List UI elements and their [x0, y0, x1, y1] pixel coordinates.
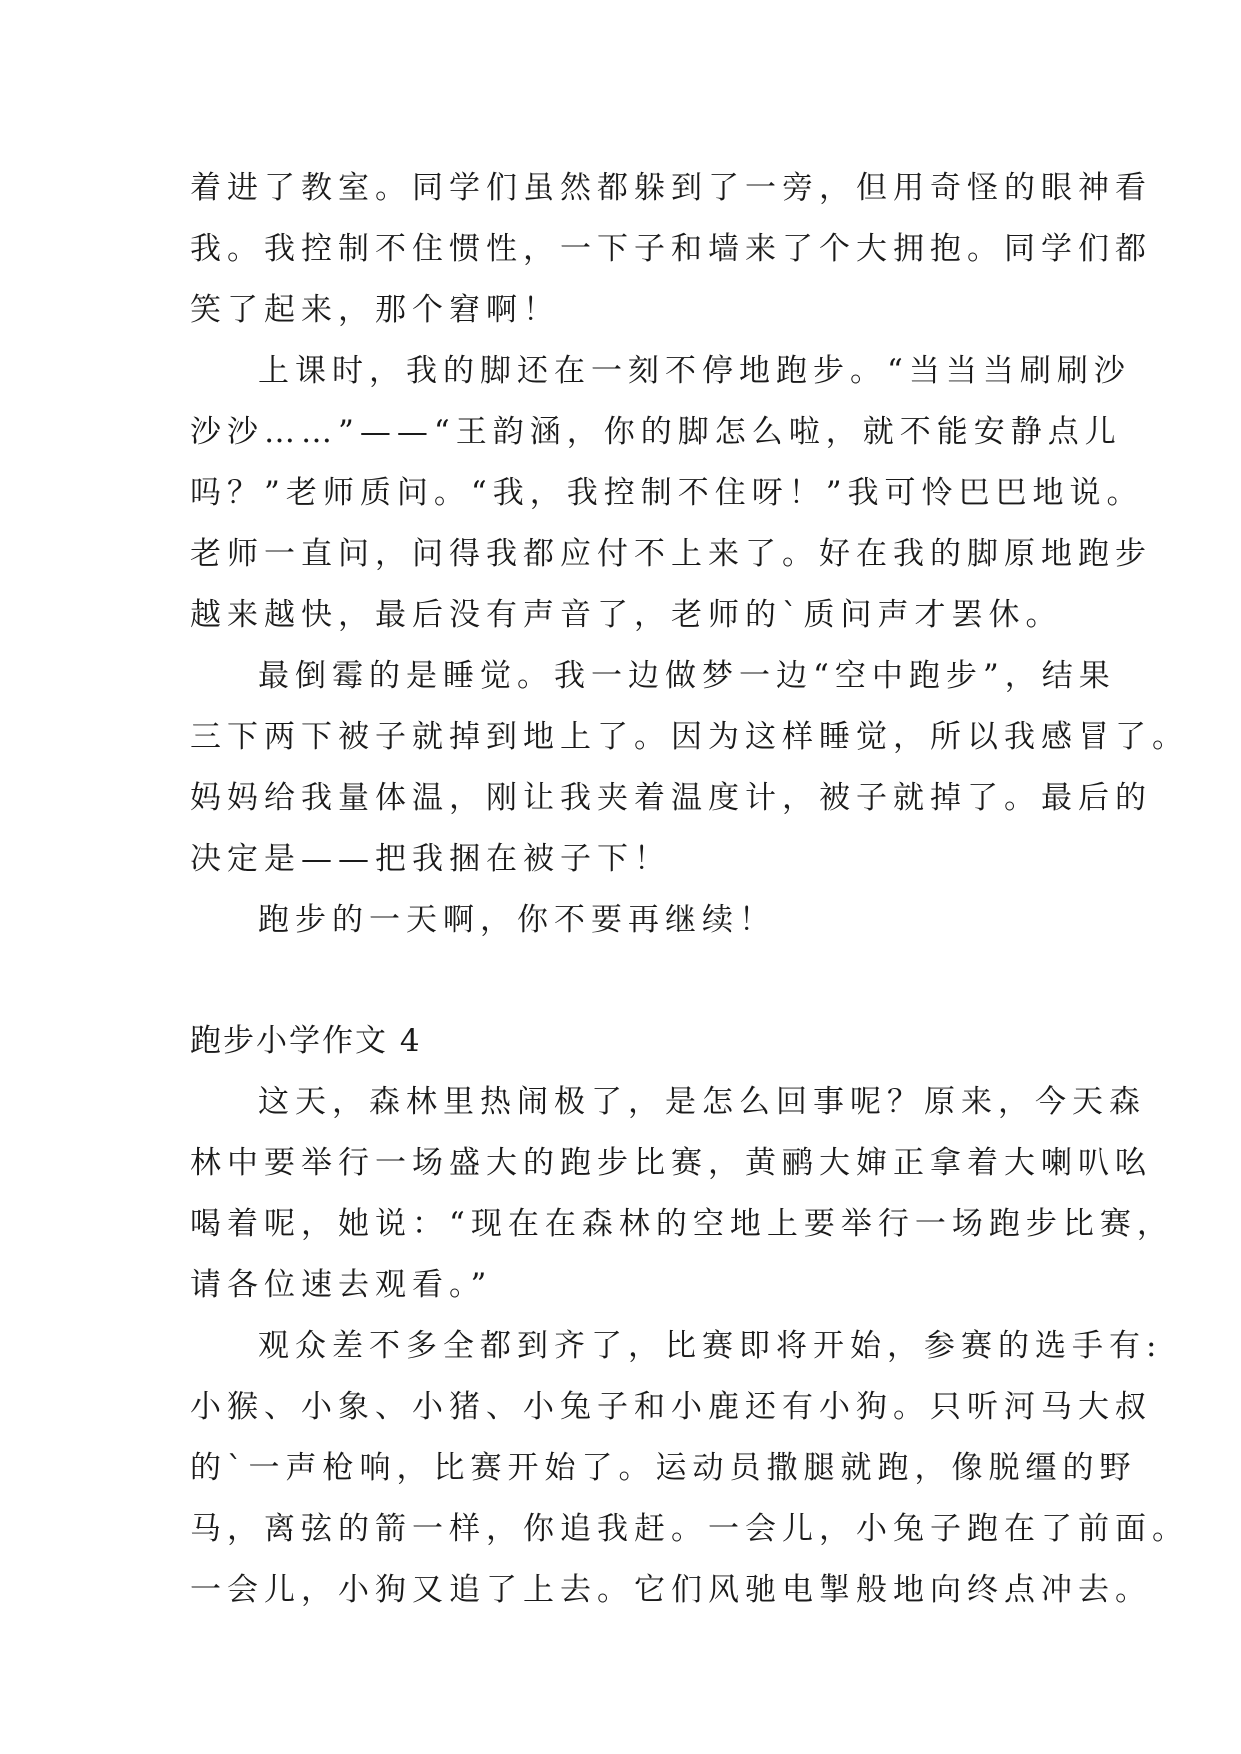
paragraph-line: 这天，森林里热闹极了，是怎么回事呢？原来，今天森	[258, 1084, 1146, 1120]
paragraph-line: 观众差不多全都到齐了，比赛即将开始，参赛的选手有:	[258, 1328, 1163, 1364]
paragraph-line: 三下两下被子就掉到地上了。因为这样睡觉，所以我感冒了。	[190, 719, 1189, 755]
paragraph-line: 的`一声枪响，比赛开始了。运动员撒腿就跑，像脱缰的野	[190, 1450, 1137, 1486]
paragraph-line: 老师一直问，问得我都应付不上来了。好在我的脚原地跑步	[190, 536, 1152, 572]
paragraph-line: 喝着呢，她说：“现在在森林的空地上要举行一场跑步比赛，	[190, 1206, 1174, 1242]
paragraph-line: 我。我控制不住惯性，一下子和墙来了个大拥抱。同学们都	[190, 231, 1152, 267]
paragraph-line: 小猴、小象、小猪、小兔子和小鹿还有小狗。只听河马大叔	[190, 1389, 1152, 1425]
paragraph-line: 请各位速去观看。”	[190, 1267, 493, 1303]
paragraph-line: 跑步的一天啊，你不要再继续！	[258, 902, 776, 938]
paragraph-line: 笑了起来，那个窘啊！	[190, 292, 560, 328]
paragraph-line: 吗？”老师质问。“我，我控制不住呀！”我可怜巴巴地说。	[190, 475, 1144, 511]
section-heading: 跑步小学作文 4	[190, 1023, 422, 1059]
paragraph-line: 沙沙……”——“王韵涵，你的脚怎么啦，就不能安静点儿	[190, 414, 1122, 450]
paragraph-line: 一会儿，小狗又追了上去。它们风驰电掣般地向终点冲去。	[190, 1572, 1152, 1608]
paragraph-line: 林中要举行一场盛大的跑步比赛，黄鹂大婶正拿着大喇叭吆	[190, 1145, 1152, 1181]
paragraph-line: 决定是——把我捆在被子下！	[190, 841, 671, 877]
paragraph-line: 妈妈给我量体温，刚让我夹着温度计，被子就掉了。最后的	[190, 780, 1152, 816]
section-gap	[190, 951, 1060, 1011]
essay-body	[190, 158, 1189, 1621]
paragraph-line: 马，离弦的箭一样，你追我赶。一会儿，小兔子跑在了前面。	[190, 1511, 1189, 1547]
paragraph-line: 越来越快，最后没有声音了，老师的`质问声才罢休。	[190, 597, 1063, 633]
paragraph-line: 着进了教室。同学们虽然都躲到了一旁，但用奇怪的眼神看	[190, 170, 1152, 206]
paragraph-line: 上课时，我的脚还在一刻不停地跑步。“当当当刷刷沙	[258, 353, 1131, 389]
paragraph-line: 最倒霉的是睡觉。我一边做梦一边“空中跑步”，结果	[258, 658, 1116, 694]
